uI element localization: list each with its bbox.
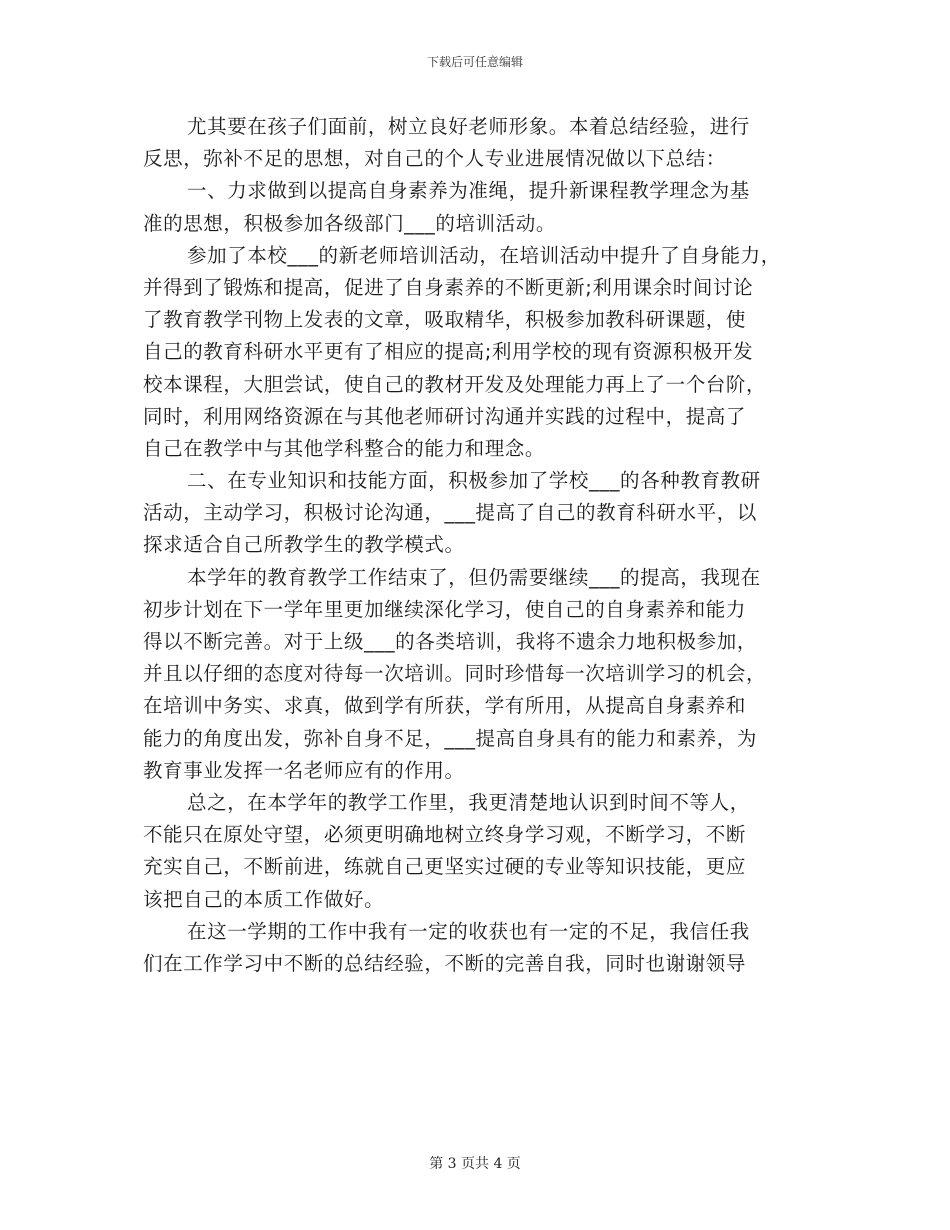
text-line: 能力的角度出发，弥补自身不足，___提高自身具有的能力和素养，为 xyxy=(143,726,757,750)
text-line: 初步计划在下一学年里更加继续深化学习，使自己的自身素养和能力 xyxy=(143,597,747,621)
text-line: 们在工作学习中不断的总结经验，不断的完善自我，同时也谢谢领导 xyxy=(143,951,747,975)
text-line: 充实自己，不断前进，练就自己更坚实过硬的专业等知识技能，更应 xyxy=(143,855,747,879)
text-line: 本学年的教育教学工作结束了，但仍需要继续___的提高，我现在 xyxy=(187,565,761,589)
text-line: 尤其要在孩子们面前，树立良好老师形象。本着总结经验，进行 xyxy=(187,115,750,138)
text-line: 活动，主动学习，积极讨论沟通，___提高了自己的教育科研水平，以 xyxy=(143,501,757,525)
text-line: 自己在教学中与其他学科整合的能力和理念。 xyxy=(143,436,546,460)
text-line: 并且以仔细的态度对待每一次培训。同时珍惜每一次培训学习的机会， xyxy=(143,662,767,686)
text-line: 在培训中务实、求真，做到学有所获，学有所用，从提高自身素养和 xyxy=(143,694,747,718)
text-line: 该把自己的本质工作做好。 xyxy=(143,887,385,911)
text-line: 不能只在原处守望，必须更明确地树立终身学习观，不断学习，不断 xyxy=(143,823,747,847)
document-body xyxy=(143,111,807,980)
text-line: 反思，弥补不足的思想，对自己的个人专业进展情况做以下总结： xyxy=(143,147,726,171)
text-line: 同时，利用网络资源在与其他老师研讨沟通并实践的过程中，提高了 xyxy=(143,404,747,428)
text-line: 总之，在本学年的教学工作里，我更清楚地认识到时间不等人， xyxy=(187,790,750,814)
text-line: 得以不断完善。对于上级___的各类培训，我将不遗余力地积极参加， xyxy=(143,630,757,653)
text-line: 教育事业发挥一名老师应有的作用。 xyxy=(143,758,465,782)
text-line: 准的思想，积极参加各级部门___的培训活动。 xyxy=(143,211,556,235)
text-line: 参加了本校___的新老师培训活动，在培训活动中提升了自身能力， xyxy=(187,243,781,267)
text-line: 自己的教育科研水平更有了相应的提高;利用学校的现有资源积极开发 xyxy=(143,340,754,364)
text-line: 二、在专业知识和技能方面，积极参加了学校___的各种教育教研 xyxy=(187,469,761,493)
text-line: 探求适合自己所教学生的教学模式。 xyxy=(143,533,465,557)
page-number: 第 3 页共 4 页 xyxy=(429,1156,521,1172)
text-line: 一、力求做到以提高自身素养为准绳，提升新课程教学理念为基 xyxy=(187,179,750,203)
text-line: 并得到了锻炼和提高，促进了自身素养的不断更新;利用课余时间讨论 xyxy=(143,275,754,299)
text-line: 校本课程，大胆尝试，使自己的教材开发及处理能力再上了一个台阶， xyxy=(143,372,767,396)
text-line: 了教育教学刊物上发表的文章，吸取精华，积极参加教科研课题，使 xyxy=(143,308,747,332)
page-header: 下载后可任意编辑 xyxy=(426,55,523,69)
text-line: 在这一学期的工作中我有一定的收获也有一定的不足，我信任我 xyxy=(187,919,750,943)
